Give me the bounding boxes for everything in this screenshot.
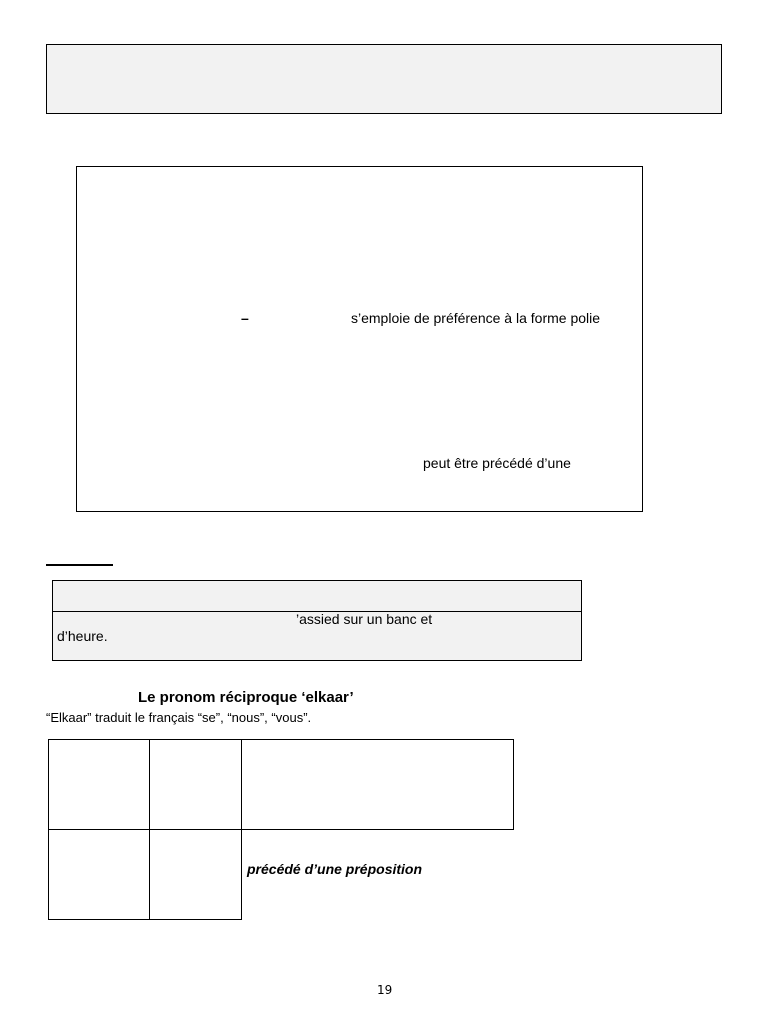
table-border-middle <box>48 829 514 830</box>
info-line-1: s’emploie de préférence à la forme polie <box>351 310 601 326</box>
section-rule <box>46 564 113 566</box>
table-divider-2 <box>241 739 242 920</box>
header-box <box>46 44 722 114</box>
table-border-left <box>48 739 49 920</box>
table-border-bottom <box>48 919 242 920</box>
section-heading: Le pronom réciproque ‘elkaar’ <box>138 689 354 706</box>
table-border-right <box>513 739 514 830</box>
example-line-2: d’heure. <box>57 628 108 644</box>
table-divider-1 <box>149 739 150 920</box>
example-line-1: ’assied sur un banc et <box>296 611 433 627</box>
page-number: 19 <box>377 983 393 997</box>
table-border-top <box>48 739 514 740</box>
section-note: “Elkaar” traduit le français “se”, “nous”, “vous”. <box>46 710 312 725</box>
info-dash: – <box>241 310 249 326</box>
info-line-2: peut être précédé d’une <box>423 455 571 471</box>
table-cell-text: précédé d’une préposition <box>247 861 423 877</box>
